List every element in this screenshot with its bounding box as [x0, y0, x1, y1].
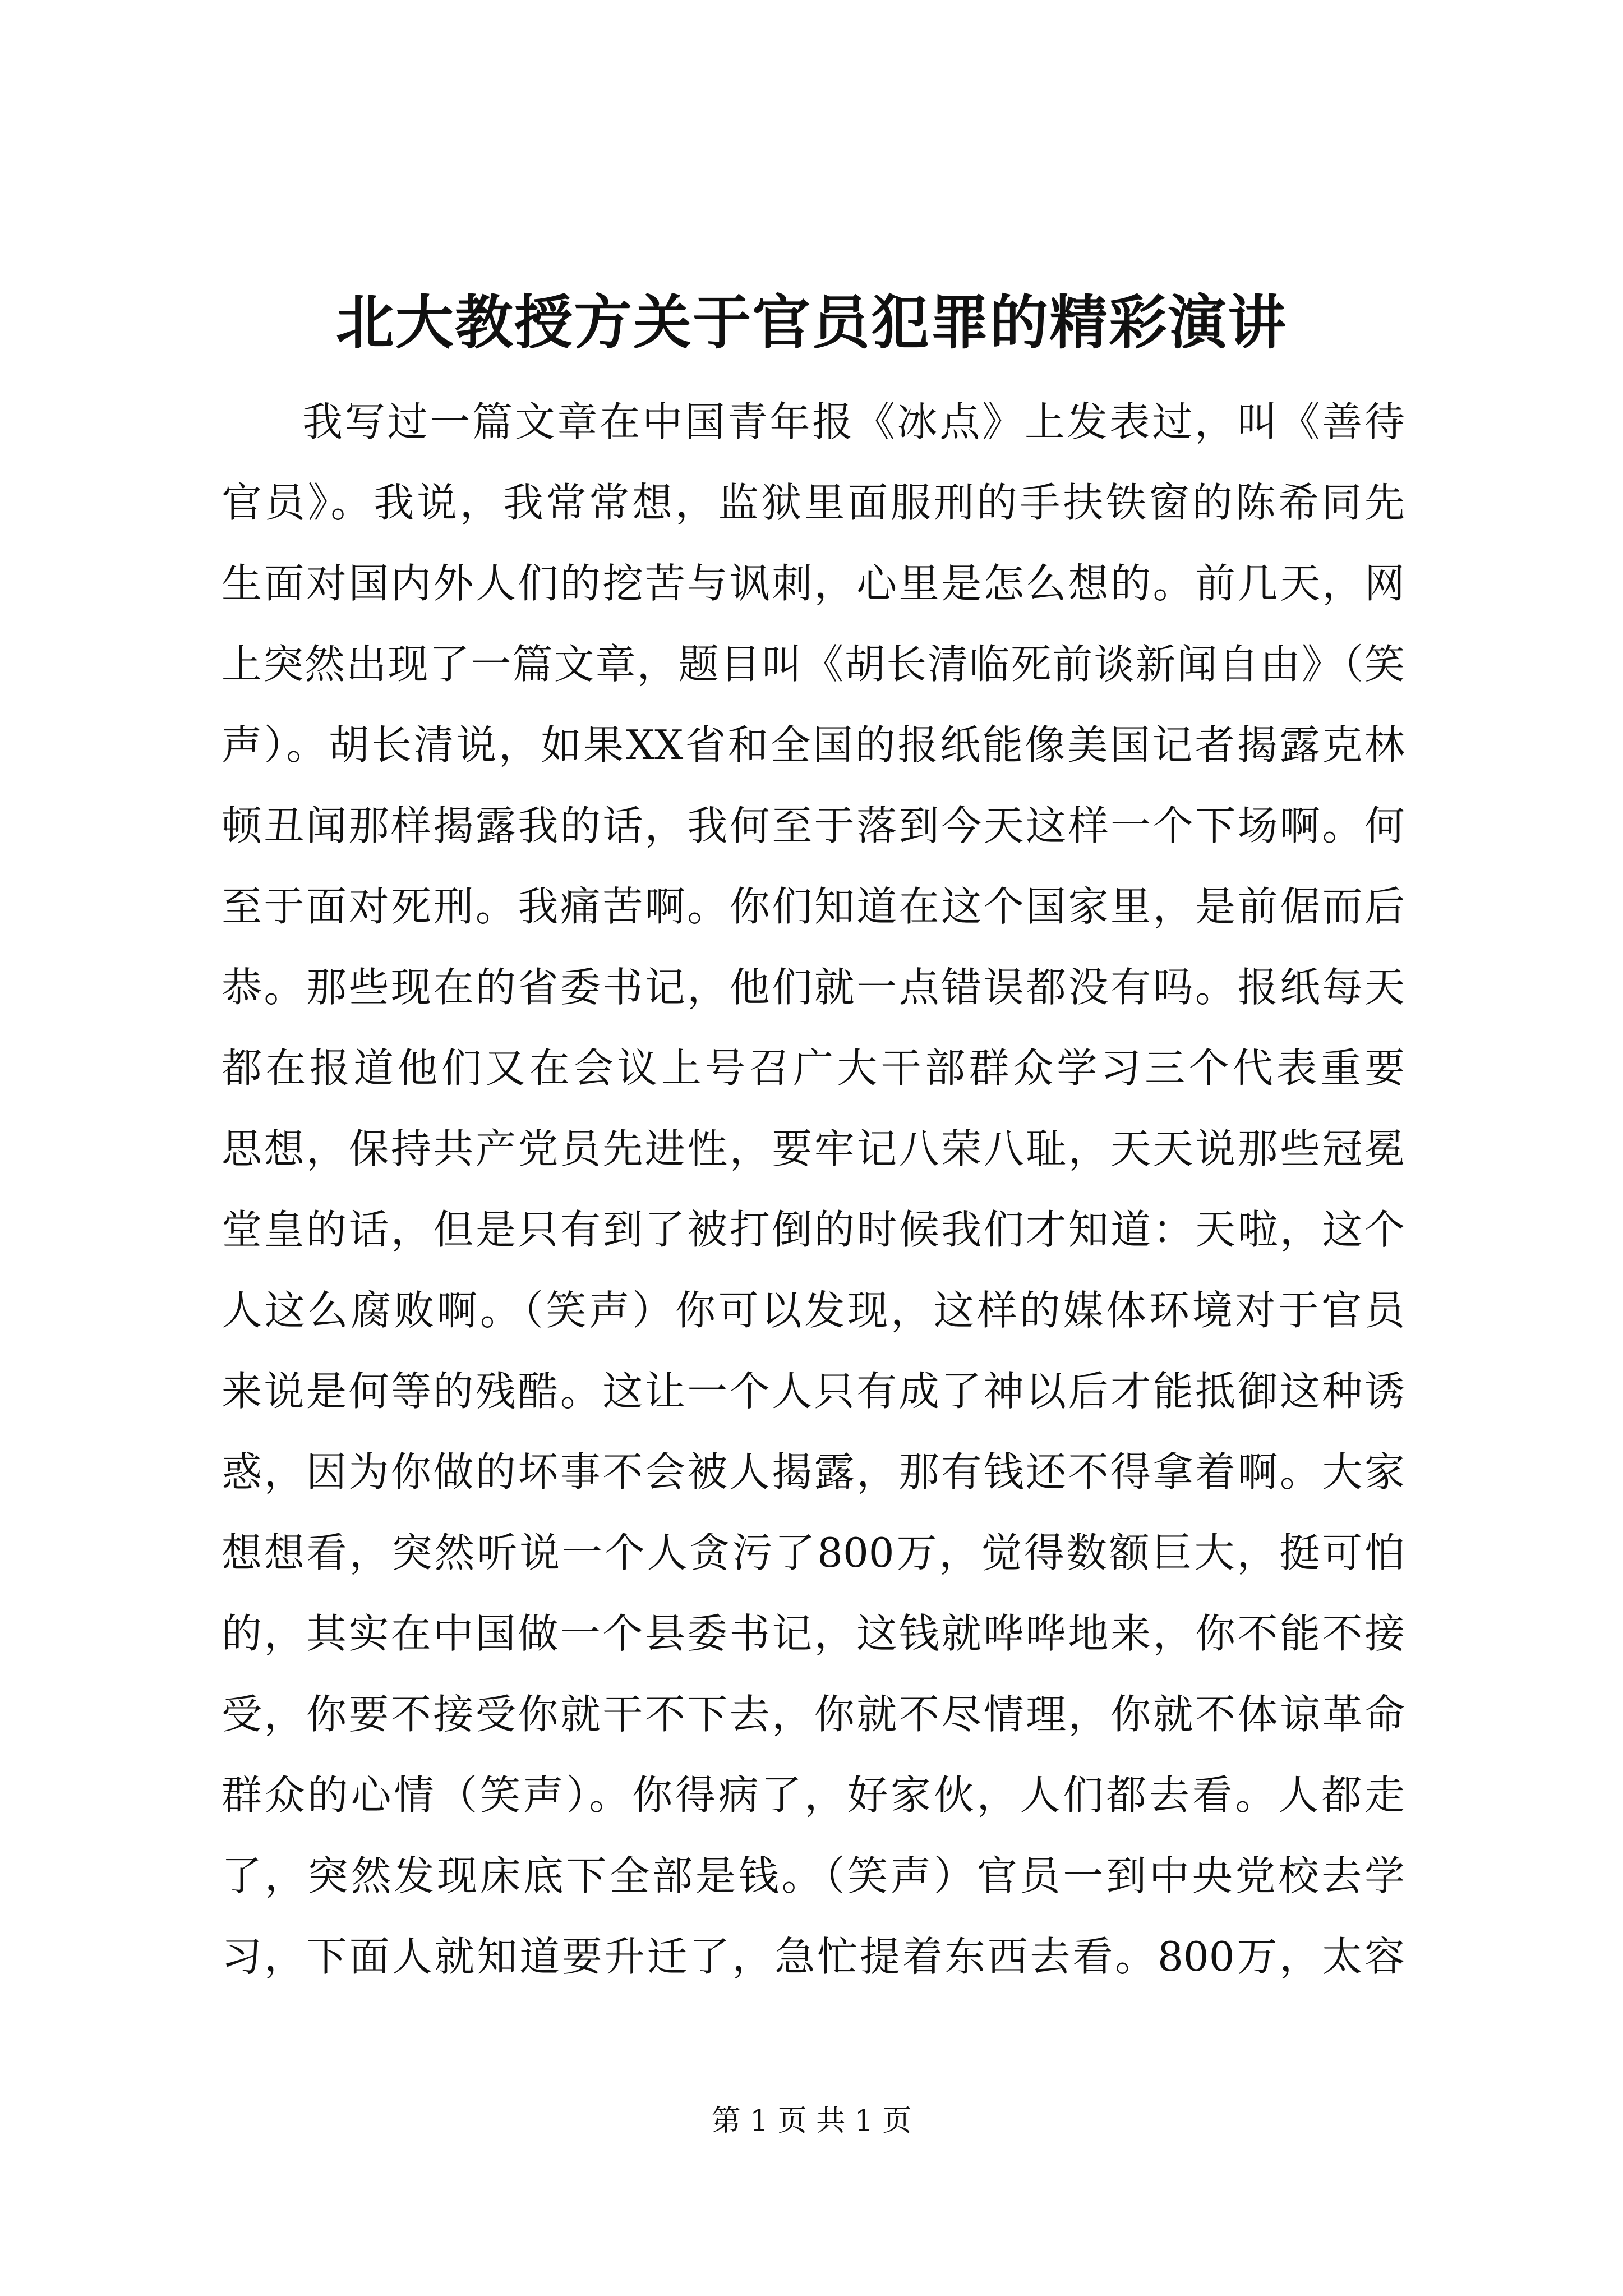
body-line: 官员》。我说，我常常想，监狱里面服刑的手扶铁窗的陈希同先	[222, 479, 1405, 526]
body-line: 堂皇的话，但是只有到了被打倒的时候我们才知道：天啦，这个	[222, 1206, 1405, 1253]
body-line: 上突然出现了一篇文章，题目叫《胡长清临死前谈新闻自由》（笑	[222, 641, 1405, 688]
body-line: 群众的心情（笑声）。你得病了，好家伙，人们都去看。人都走	[222, 1772, 1405, 1819]
body-line: 想想看，突然听说一个人贪污了800万，觉得数额巨大，挺可怕	[222, 1529, 1405, 1576]
body-line: 顿丑闻那样揭露我的话，我何至于落到今天这样一个下场啊。何	[222, 802, 1405, 849]
body-line: 人这么腐败啊。（笑声）你可以发现，这样的媒体环境对于官员	[222, 1287, 1405, 1334]
body-line: 来说是何等的残酷。这让一个人只有成了神以后才能抵御这种诱	[222, 1368, 1405, 1415]
body-line: 生面对国内外人们的挖苦与讽刺，心里是怎么想的。前几天，网	[222, 560, 1405, 607]
body-line: 的，其实在中国做一个县委书记，这钱就哗哗地来，你不能不接	[222, 1610, 1405, 1657]
body-line: 思想，保持共产党员先进性，要牢记八荣八耻，天天说那些冠冕	[222, 1125, 1405, 1172]
body-line: 声）。胡长清说，如果XX省和全国的报纸能像美国记者揭露克林	[222, 721, 1405, 769]
body-line: 惑，因为你做的坏事不会被人揭露，那有钱还不得拿着啊。大家	[222, 1448, 1405, 1496]
body-line: 恭。那些现在的省委书记，他们就一点错误都没有吗。报纸每天	[222, 964, 1405, 1011]
document-title: 北大教授方关于官员犯罪的精彩演讲	[335, 288, 1287, 357]
document-body	[222, 381, 1405, 2036]
body-line: 我写过一篇文章在中国青年报《冰点》上发表过，叫《善待	[302, 398, 1405, 445]
body-line: 习，下面人就知道要升迁了，急忙提着东西去看。800万，太容	[222, 1933, 1405, 1980]
body-line: 至于面对死刑。我痛苦啊。你们知道在这个国家里，是前倨而后	[222, 883, 1405, 930]
body-line: 受，你要不接受你就干不下去，你就不尽情理，你就不体谅革命	[222, 1691, 1405, 1738]
page-footer: 第 1 页 共 1 页	[711, 2104, 912, 2138]
body-line: 了，突然发现床底下全部是钱。（笑声）官员一到中央党校去学	[222, 1852, 1405, 1899]
body-line: 都在报道他们又在会议上号召广大干部群众学习三个代表重要	[222, 1045, 1405, 1092]
